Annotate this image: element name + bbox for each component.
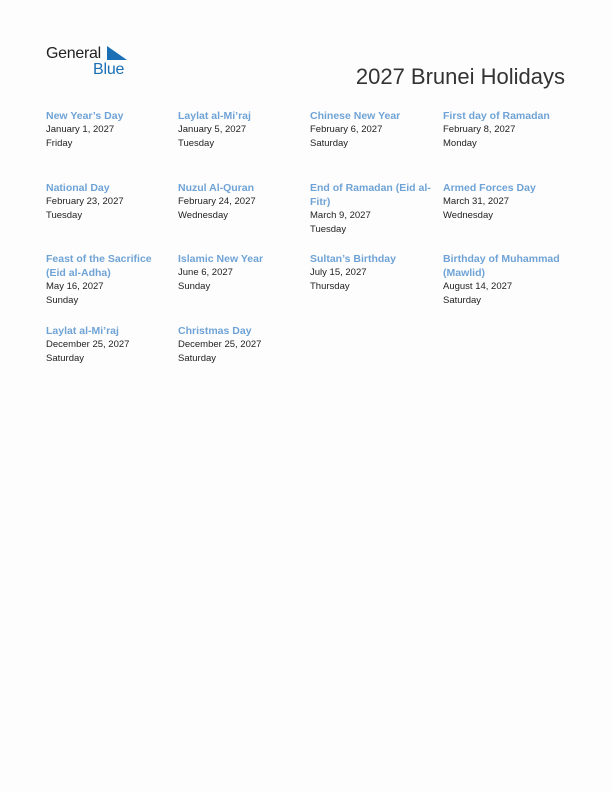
holiday-name: Laylat al-Mi’raj <box>46 325 119 337</box>
holiday-weekday: Friday <box>46 138 73 149</box>
holiday-name: End of Ramadan (Eid al-Fitr) <box>310 182 431 208</box>
holiday-weekday: Saturday <box>310 138 349 149</box>
holiday-date: February 6, 2027 <box>310 124 383 135</box>
logo-triangle-icon <box>107 46 127 60</box>
holiday-weekday: Tuesday <box>310 224 347 235</box>
holiday-date: January 5, 2027 <box>178 124 247 135</box>
holiday-item <box>46 181 168 223</box>
holiday-date: May 16, 2027 <box>46 281 104 292</box>
holiday-date: June 6, 2027 <box>178 267 233 278</box>
holiday-date: July 15, 2027 <box>310 267 367 278</box>
holiday-item <box>310 252 432 294</box>
holiday-weekday: Sunday <box>46 295 79 306</box>
holiday-weekday: Wednesday <box>443 210 493 221</box>
holiday-date: January 1, 2027 <box>46 124 115 135</box>
holiday-item <box>178 324 300 366</box>
holiday-weekday: Tuesday <box>178 138 215 149</box>
holiday-name: Laylat al-Mi’raj <box>178 110 251 122</box>
holiday-weekday: Saturday <box>46 353 85 364</box>
holiday-item <box>178 252 300 294</box>
holiday-weekday: Monday <box>443 138 477 149</box>
holiday-weekday: Saturday <box>443 295 482 306</box>
holiday-name: New Year’s Day <box>46 110 124 122</box>
holiday-date: February 24, 2027 <box>178 196 256 207</box>
holiday-item <box>46 252 168 308</box>
holiday-weekday: Tuesday <box>46 210 83 221</box>
holiday-date: March 31, 2027 <box>443 196 510 207</box>
holiday-weekday: Wednesday <box>178 210 228 221</box>
holiday-item <box>178 181 300 223</box>
logo-word-blue: Blue <box>93 61 125 78</box>
holiday-name: Islamic New Year <box>178 253 264 265</box>
page-title: 2027 Brunei Holidays <box>355 63 565 89</box>
holiday-date: February 8, 2027 <box>443 124 516 135</box>
holiday-name: Birthday of Muhammad (Mawlid) <box>443 253 560 279</box>
holiday-name: Armed Forces Day <box>443 182 536 194</box>
holiday-item <box>443 181 565 223</box>
holiday-name: First day of Ramadan <box>443 110 550 122</box>
holiday-weekday: Thursday <box>310 281 350 292</box>
holiday-weekday: Saturday <box>178 353 217 364</box>
holiday-date: December 25, 2027 <box>46 339 130 350</box>
holiday-item <box>46 324 168 366</box>
holiday-date: February 23, 2027 <box>46 196 124 207</box>
holiday-item <box>310 181 432 237</box>
holiday-name: Sultan’s Birthday <box>310 253 396 265</box>
holiday-item <box>178 109 300 151</box>
holiday-weekday: Sunday <box>178 281 211 292</box>
holiday-item <box>310 109 432 151</box>
holiday-name: Feast of the Sacrifice (Eid al-Adha) <box>46 253 152 279</box>
holiday-item <box>443 109 565 151</box>
holiday-date: August 14, 2027 <box>443 281 513 292</box>
holiday-item <box>46 109 168 151</box>
logo-word-general: General <box>46 45 101 62</box>
holiday-name: Nuzul Al-Quran <box>178 182 255 194</box>
brand-logo <box>46 45 136 79</box>
holiday-item <box>443 252 565 308</box>
holiday-date: March 9, 2027 <box>310 210 371 221</box>
holiday-name: National Day <box>46 182 110 194</box>
holiday-name: Christmas Day <box>178 325 252 337</box>
holiday-date: December 25, 2027 <box>178 339 262 350</box>
holiday-name: Chinese New Year <box>310 110 401 122</box>
